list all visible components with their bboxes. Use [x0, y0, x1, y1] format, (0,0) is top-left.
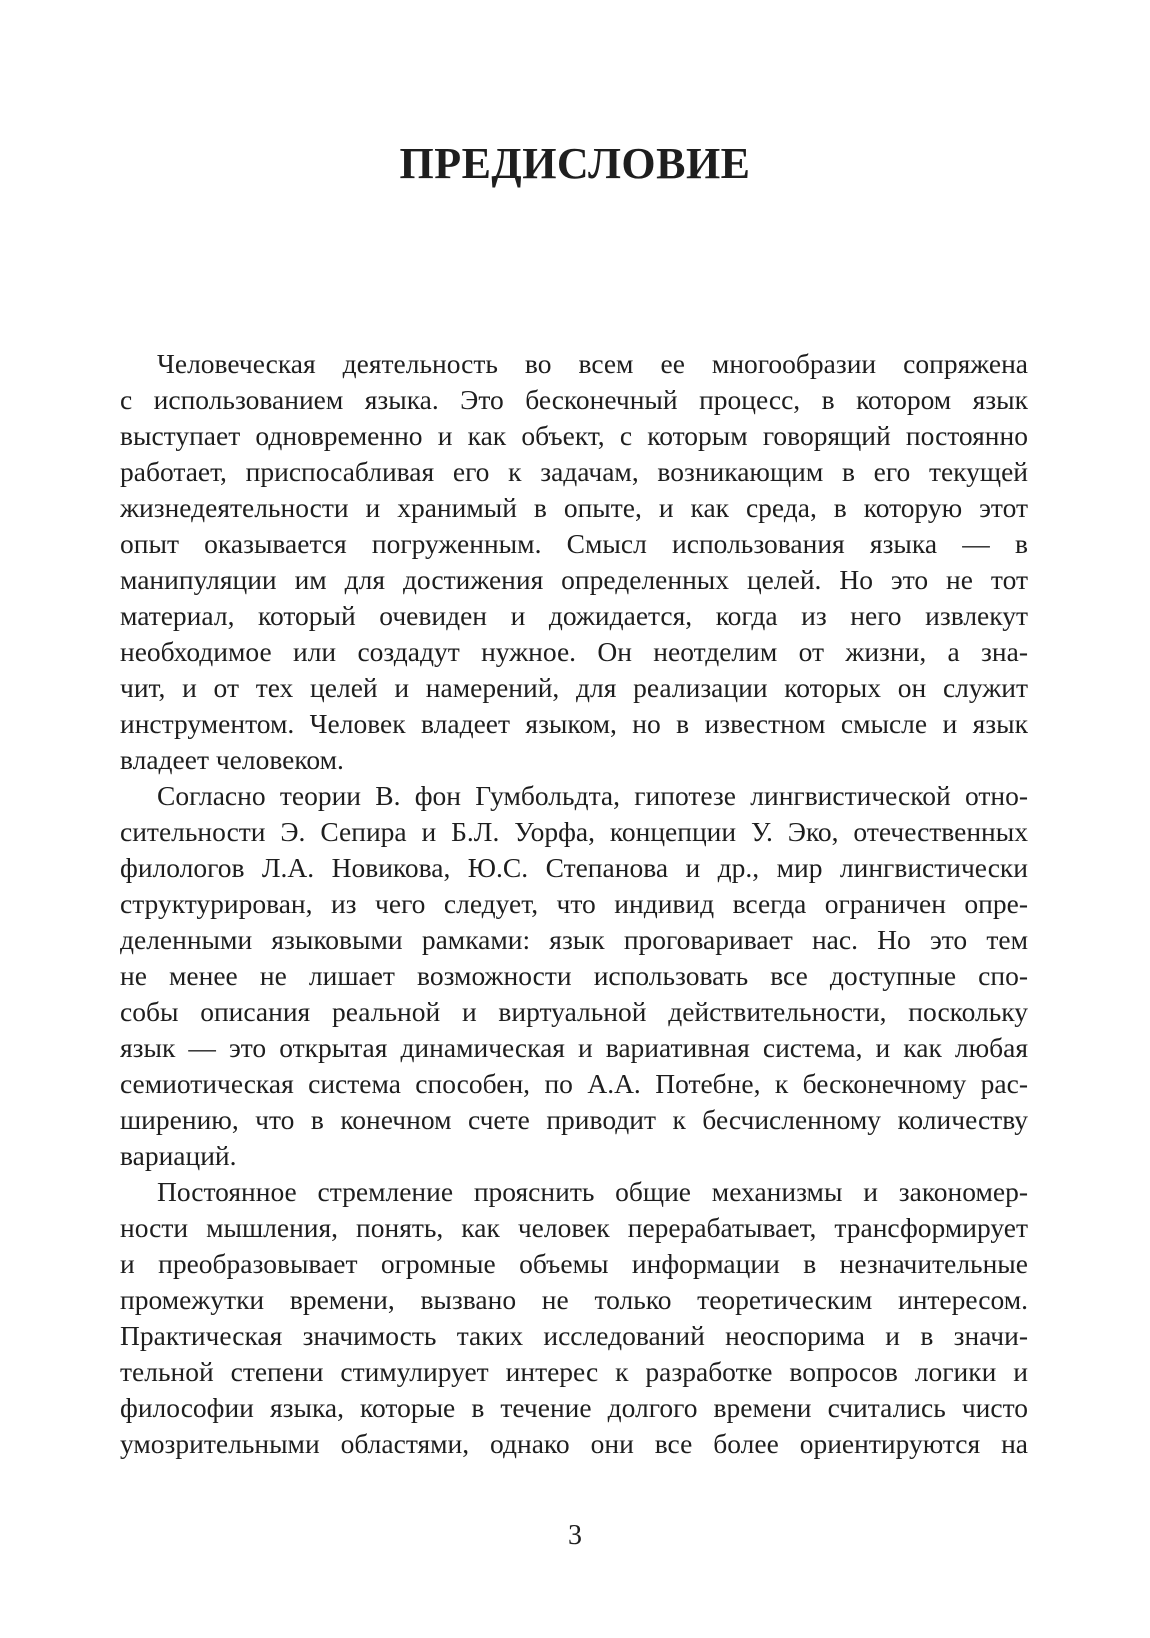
text-line: филологов Л.А. Новикова, Ю.С. Степанова и др., мир лингвистически [120, 852, 1028, 883]
text-line: Постоянное стремление прояснить общие механизмы и закономер- [157, 1176, 1028, 1207]
text-line: с использованием языка. Это бесконечный процесс, в котором язык [120, 384, 1028, 415]
text-line: вариаций. [120, 1140, 237, 1171]
text-line: язык — это открытая динамическая и вариативная система, и как любая [120, 1032, 1028, 1063]
text-line: опыт оказывается погруженным. Смысл использования языка — в [120, 528, 1028, 559]
text-line: манипуляции им для достижения определенных целей. Но это не тот [120, 564, 1028, 595]
paragraph-3 [120, 1174, 1028, 1462]
paragraph-2 [120, 778, 1028, 1174]
text-line: владеет человеком. [120, 744, 344, 775]
text-line: сительности Э. Сепира и Б.Л. Уорфа, концепции У. Эко, отечественных [120, 816, 1028, 847]
text-line: деленными языковыми рамками: язык проговаривает нас. Но это тем [120, 924, 1028, 955]
text-line: умозрительными областями, однако они все более ориентируются на [120, 1428, 1028, 1459]
text-line: не менее не лишает возможности использовать все доступные спо- [120, 960, 1028, 991]
text-line: тельной степени стимулирует интерес к разработке вопросов логики и [120, 1356, 1028, 1387]
paragraph-1 [120, 346, 1028, 778]
text-line: философии языка, которые в течение долгого времени считались чисто [120, 1392, 1028, 1423]
body-text [120, 346, 1028, 1462]
text-line: структурирован, из чего следует, что индивид всегда ограничен опре- [120, 888, 1028, 919]
text-line: инструментом. Человек владеет языком, но в известном смысле и язык [120, 708, 1028, 739]
page-title: ПРЕДИСЛОВИЕ [399, 139, 751, 188]
text-line: и преобразовывает огромные объемы информации в незначительные [120, 1248, 1028, 1279]
text-line: необходимое или создадут нужное. Он неотделим от жизни, а зна- [120, 636, 1028, 667]
text-line: жизнедеятельности и хранимый в опыте, и как среда, в которую этот [120, 492, 1028, 523]
text-line: материал, который очевиден и дожидается, когда из него извлекут [120, 600, 1028, 631]
text-line: работает, приспосабливая его к задачам, возникающим в его текущей [120, 456, 1028, 487]
page-number: 3 [568, 1520, 582, 1551]
text-line: Практическая значимость таких исследований неоспорима и в значи- [120, 1320, 1028, 1351]
text-line: промежутки времени, вызвано не только теоретическим интересом. [120, 1284, 1028, 1315]
text-line: Согласно теории В. фон Гумбольдта, гипотезе лингвистической отно- [157, 780, 1028, 811]
text-line: ности мышления, понять, как человек перерабатывает, трансформирует [120, 1212, 1028, 1243]
text-line: собы описания реальной и виртуальной действительности, поскольку [120, 996, 1028, 1027]
text-line: чит, и от тех целей и намерений, для реализации которых он служит [120, 672, 1028, 703]
text-line: Человеческая деятельность во всем ее многообразии сопряжена [157, 348, 1028, 379]
text-line: семиотическая система способен, по А.А. Потебне, к бесконечному рас- [120, 1068, 1028, 1099]
text-line: выступает одновременно и как объект, с которым говорящий постоянно [120, 420, 1028, 451]
text-line: ширению, что в конечном счете приводит к бесчисленному количеству [120, 1104, 1028, 1135]
